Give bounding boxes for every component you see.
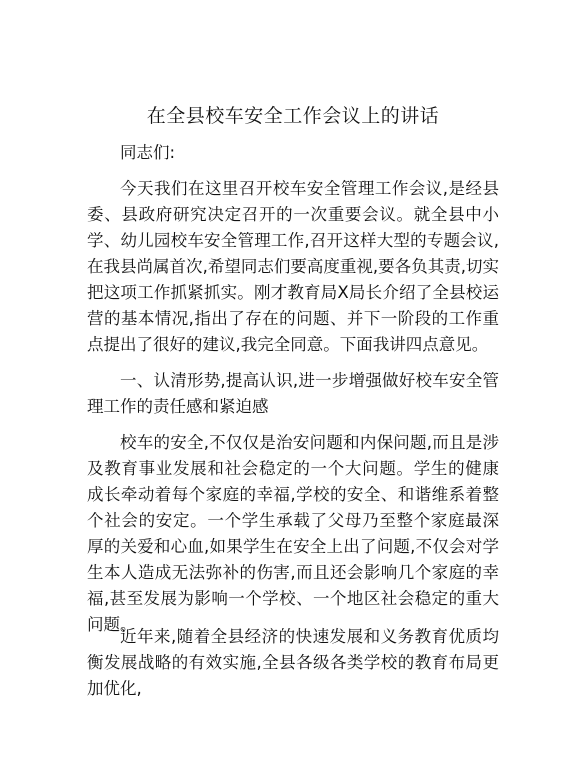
salutation (87, 140, 499, 166)
paragraph-2 (87, 430, 499, 638)
section-heading-1 (87, 368, 499, 420)
paragraph-1 (87, 176, 499, 358)
salutation-text: 同志们: (120, 143, 176, 162)
paragraph-text: 今天我们在这里召开校车安全管理工作会议,是经县委、县政府研究决定召开的一次重要会议。就全县中小学、幼儿园校车安全管理工作,召开这样大型的专题会议,在我县尚属首次,希望同志们要高度重视,要各负其责,切实把这项工作抓紧抓实。刚才教育局X局长介绍了全县校运营的基本情况,指出了存在的问题、并下一阶段的工作重点提出了很好的建议,我完全同意。下面我讲四点意见。 (87, 179, 499, 354)
paragraph-text: 近年来,随着全县经济的快速发展和义务教育优质均衡发展战略的有效实施,全县各级各类学校的教育布局更加优化, (87, 627, 499, 698)
section-heading-text: 一、认清形势,提高认识,进一步增强做好校车安全管理工作的责任感和紧迫感 (87, 371, 499, 416)
document-title: 在全县校车安全工作会议上的讲话 (146, 105, 440, 127)
paragraph-text: 校车的安全,不仅仅是治安问题和内保问题,而且是涉及教育事业发展和社会稳定的一个大问题。学生的健康成长牵动着每个家庭的幸福,学校的安全、和谐维系着整个社会的安定。一个学生承载了父母乃至整个家庭最深厚的关爱和心血,如果学生在安全上出了问题,不仅会对学生本人造成无法弥补的伤害,而且还会影响几个家庭的幸福,甚至发展为影响一个学校、一个地区社会稳定的重大问题。 (87, 433, 499, 634)
paragraph-3 (87, 624, 499, 702)
